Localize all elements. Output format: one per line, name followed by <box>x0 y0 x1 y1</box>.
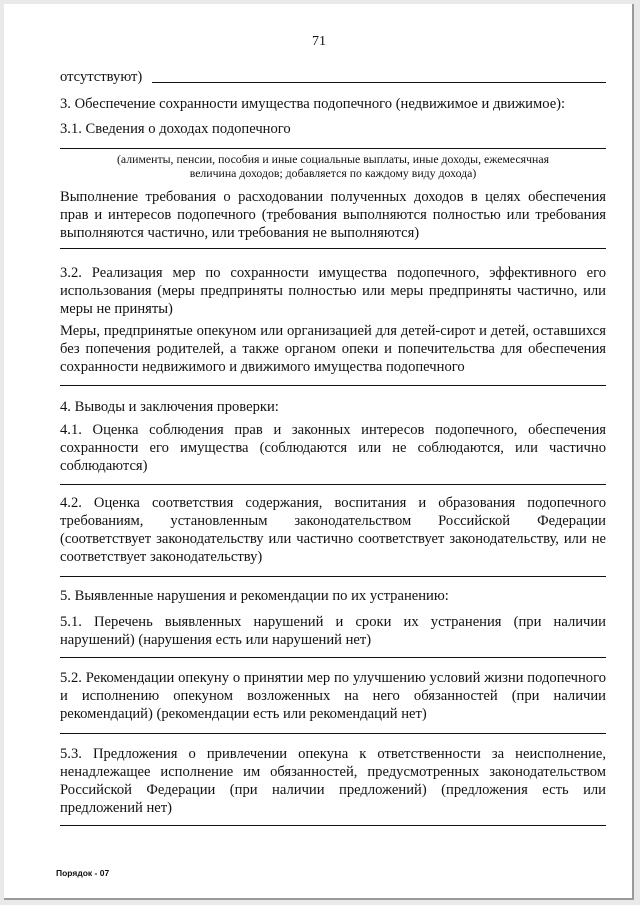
section-4-title: 4. Выводы и заключения проверки: <box>60 399 279 415</box>
page-number: 71 <box>312 34 326 49</box>
fill-line <box>60 576 606 577</box>
fill-line <box>60 385 606 386</box>
section-4-2: 4.2. Оценка соответствия содержания, воспитания и образования подопечного требованиям, установленным законодательством Российской Федерации (соответствует законодательству или частично соответствует законодательству, или не соответствует законодательству) <box>60 495 606 565</box>
section-5-title: 5. Выявленные нарушения и рекомендации по их устранению: <box>60 588 449 604</box>
fill-line <box>60 484 606 485</box>
section-3-title: 3. Обеспечение сохранности имущества подопечного (недвижимое и движимое): <box>60 96 566 112</box>
section-3-2: 3.2. Реализация мер по сохранности имущества подопечного, эффективного его использования (меры предприняты полностью или меры предприняты частично, или меры не приняты) <box>60 265 606 317</box>
fill-line <box>60 825 606 826</box>
fill-line <box>60 657 606 658</box>
footer-label: Порядок - 07 <box>56 868 110 878</box>
section-5-1: 5.1. Перечень выявленных нарушений и сроки их устранения (при наличии нарушений) (нарушения есть или нарушений нет) <box>60 614 606 648</box>
section-3-1-requirements: Выполнение требования о расходовании полученных доходов в целях обеспечения прав и интересов подопечного (требования выполняются полностью или требования выполняются частично, или требования не выполняются) <box>60 189 606 241</box>
section-3-2-measures: Меры, предпринятые опекуном или организацией для детей-сирот и детей, оставшихся без попечения родителей, а также органом опеки и попечительства для обеспечения сохранности недвижимого и движимого имущества подопечного <box>60 323 606 375</box>
section-5-2: 5.2. Рекомендации опекуну о принятии мер по улучшению условий жизни подопечного и исполнению опекуном возложенных на него обязанностей (при наличии рекомендаций) (рекомендации есть или рекомендаций нет) <box>60 670 606 722</box>
section-4-1: 4.1. Оценка соблюдения прав и законных интересов подопечного, обеспечения сохранности его имущества (соблюдаются или не соблюдаются, или частично соблюдаются) <box>60 422 606 474</box>
fill-line <box>60 148 606 149</box>
section-3-1-title: 3.1. Сведения о доходах подопечного <box>60 121 291 137</box>
document-page <box>4 4 634 900</box>
fill-line <box>60 733 606 734</box>
fill-line <box>152 82 606 83</box>
section-3-1-caption-line1: (алименты, пенсии, пособия и иные социальные выплаты, иные доходы, ежемесячная <box>116 152 550 166</box>
absent-line-label: отсутствуют) <box>60 69 143 85</box>
section-5-3: 5.3. Предложения о привлечении опекуна к ответственности за неисполнение, ненадлежащее исполнение им обязанностей, предусмотренных законодательством Российской Федерации (при наличии предложений) (предложения есть или предложений нет) <box>60 746 606 816</box>
fill-line <box>60 248 606 249</box>
section-3-1-caption-line2: величина доходов; добавляется по каждому виду дохода) <box>189 166 477 180</box>
